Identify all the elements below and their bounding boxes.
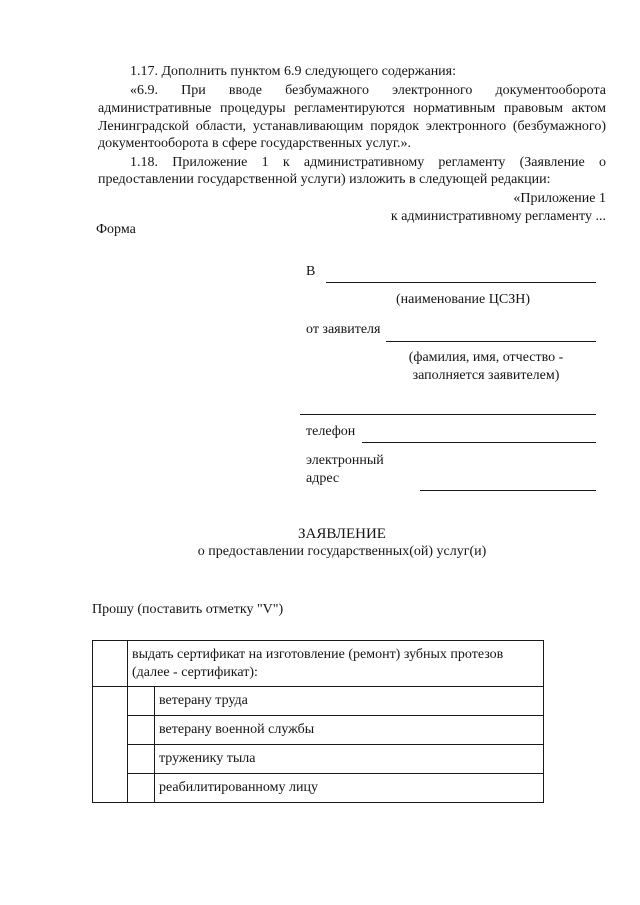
- paragraph-1-18-line1: 1.18. Приложение 1 к административному регламенту (Заявление о: [130, 155, 606, 170]
- main-checkbox-cell[interactable]: [93, 641, 128, 687]
- from-caption-line2: заполняется заявителем): [412, 368, 560, 383]
- form-label: Форма: [96, 222, 136, 237]
- phone-label: телефон: [306, 424, 356, 439]
- paragraph-6-9-line1: «6.9. При вводе безбумажного электронного документооборота: [130, 83, 606, 98]
- to-field-line[interactable]: [326, 282, 596, 283]
- options-table: [92, 640, 544, 803]
- option-home-front-worker: труженику тыла: [155, 745, 544, 774]
- from-caption-line1: (фамилия, имя, отчество -: [408, 350, 564, 365]
- paragraph-1-17: 1.17. Дополнить пунктом 6.9 следующего содержания:: [130, 64, 457, 79]
- to-caption: (наименование ЦСЗН): [396, 292, 530, 307]
- checkbox-rehabilitated-person[interactable]: [128, 774, 155, 803]
- statement-title: ЗАЯВЛЕНИЕ: [298, 526, 386, 542]
- checkbox-veteran-labor[interactable]: [128, 687, 155, 716]
- from-extra-line[interactable]: [300, 414, 596, 415]
- request-text: Прошу (поставить отметку "V"): [92, 602, 284, 617]
- checkbox-veteran-military[interactable]: [128, 716, 155, 745]
- email-label-line2: адрес: [306, 471, 340, 486]
- option-veteran-military: ветерану военной службы: [155, 716, 544, 745]
- from-field-line[interactable]: [386, 341, 596, 342]
- main-option-text: выдать сертификат на изготовление (ремонт) зубных протезов (далее - сертификат):: [128, 641, 544, 687]
- paragraph-1-18-line2: предоставлении государственной услуги) изложить в следующей редакции:: [98, 172, 551, 187]
- email-field-line[interactable]: [420, 490, 596, 491]
- checkbox-home-front-worker[interactable]: [128, 745, 155, 774]
- email-label-line1: электронный: [306, 453, 384, 468]
- option-veteran-labor: ветерану труда: [155, 687, 544, 716]
- paragraph-6-9-line3: Ленинградской области, устанавливающим порядок электронного (безбумажного): [98, 119, 606, 134]
- appendix-label: «Приложение 1: [513, 191, 606, 206]
- paragraph-6-9-line4: документооборота в сфере государственных услуг.».: [98, 136, 412, 151]
- sub-options-spacer: [93, 687, 128, 803]
- phone-field-line[interactable]: [362, 442, 596, 443]
- paragraph-6-9-line2: административные процедуры регламентируются нормативным правовым актом: [98, 101, 606, 116]
- appendix-reference: к административному регламенту ...: [390, 209, 606, 224]
- option-rehabilitated-person: реабилитированному лицу: [155, 774, 544, 803]
- to-prefix: В: [306, 264, 316, 279]
- from-label: от заявителя: [306, 322, 381, 337]
- statement-subtitle: о предоставлении государственных(ой) услуг(и): [197, 544, 487, 559]
